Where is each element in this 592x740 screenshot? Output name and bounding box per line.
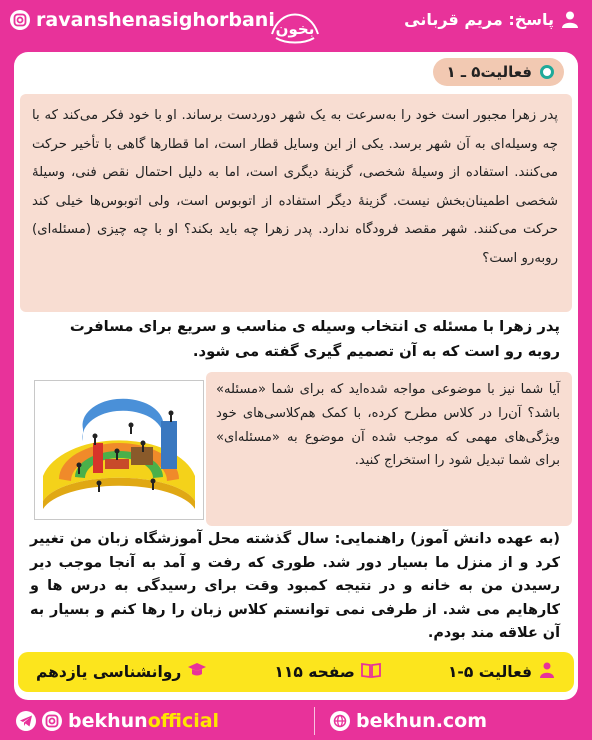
question-1-box xyxy=(20,94,572,312)
question-1-text: پدر زهرا مجبور است خود را به‌سرعت به یک شهر دوردست برساند. او با خود فکر می‌کند که با چه وسیله‌ای به آن شهر برسد. یکی از این وسایل قطار است، اما قطارها گاهی با تأخیر حرکت می‌کنند. استفاده از وسیلهٔ شخصی، گزینهٔ دیگری است، اما به دلیل احتمال نقص فنی، وسیلهٔ شخصی اطمینان‌بخش نیست. گزینهٔ دیگر استفاده از اتوبوس است، ولی اتوبوس‌ها خیلی کند حرکت می‌کنند. شهر مقصد فرودگاه ندارد. پدر زهرا چه باید بکند؟ او با چه چیزی (مسئله‌ای) روبه‌رو است؟ xyxy=(32,108,558,266)
circle-bullet-icon xyxy=(540,65,554,79)
content-card xyxy=(14,52,578,700)
user-icon xyxy=(560,9,580,29)
activity-badge xyxy=(433,58,564,86)
footer-book-label: روانشناسی یازدهم xyxy=(36,663,182,681)
divider xyxy=(314,707,315,735)
logo-text: بخون xyxy=(275,20,315,38)
answer-2-text: (به عهده دانش آموز) راهنمایی: سال گذشته محل آموزشگاه زبان من تغییر کرد و از منزل ما بسیار دور شد. طوری که رفت و آمد به آنجا موجب دیر رسیدن من به خانه و در نتیجه کمبود وقت برای رسیدگی به درس ها و کارهایم می شد. از طرفی نمی توانستم کلاس زبان را رها کنم و بسیار به آن علاقه مند بودم. xyxy=(30,531,560,642)
username-text: ravanshenasighorbani xyxy=(36,9,275,31)
question-2-box xyxy=(206,372,572,526)
footer-page xyxy=(274,662,381,682)
open-book-icon xyxy=(361,662,381,682)
telegram-icon[interactable] xyxy=(16,711,36,731)
globe-icon xyxy=(330,711,350,731)
maze-illustration xyxy=(34,380,204,520)
social-handle-accent: official xyxy=(147,710,220,732)
activity-badge-label: فعالیت۵ ـ ۱ xyxy=(446,63,532,81)
social-handle-prefix: bekhun xyxy=(68,710,148,732)
footer-info-bar xyxy=(18,652,574,692)
social-handle-text xyxy=(68,710,219,732)
bekhun-logo xyxy=(266,4,324,48)
instagram-icon[interactable] xyxy=(42,711,62,731)
answer-author xyxy=(404,9,580,29)
teacher-icon xyxy=(538,661,556,683)
website-link[interactable] xyxy=(330,710,487,732)
website-text: bekhun.com xyxy=(356,710,488,732)
social-handle[interactable] xyxy=(16,710,219,732)
instagram-icon xyxy=(10,10,30,30)
footer-activity-label: فعالیت ۵-۱ xyxy=(447,663,532,681)
footer-page-label: صفحه ۱۱۵ xyxy=(274,663,355,681)
username-handle xyxy=(10,9,275,31)
graduation-cap-icon xyxy=(187,662,207,682)
question-2-text: آیا شما نیز با موضوعی مواجه شده‌اید که برای شما «مسئله» باشد؟ آن‌را در کلاس مطرح کرده، با کمک هم‌کلاسی‌های خود ویژگی‌های مهمی که موجب شده آن موضوع به «مسئله‌ای» برای شما تبدیل شود را استخراج کنید. xyxy=(216,382,560,469)
answer-author-text: پاسخ: مریم قربانی xyxy=(404,9,554,29)
answer-1-text: پدر زهرا با مسئله ی انتخاب وسیله ی مناسب و سریع برای مسافرت روبه رو است که به آن تصمیم گیری گفته می شود. xyxy=(69,318,560,360)
footer-activity xyxy=(448,661,556,683)
footer-book xyxy=(36,662,207,682)
